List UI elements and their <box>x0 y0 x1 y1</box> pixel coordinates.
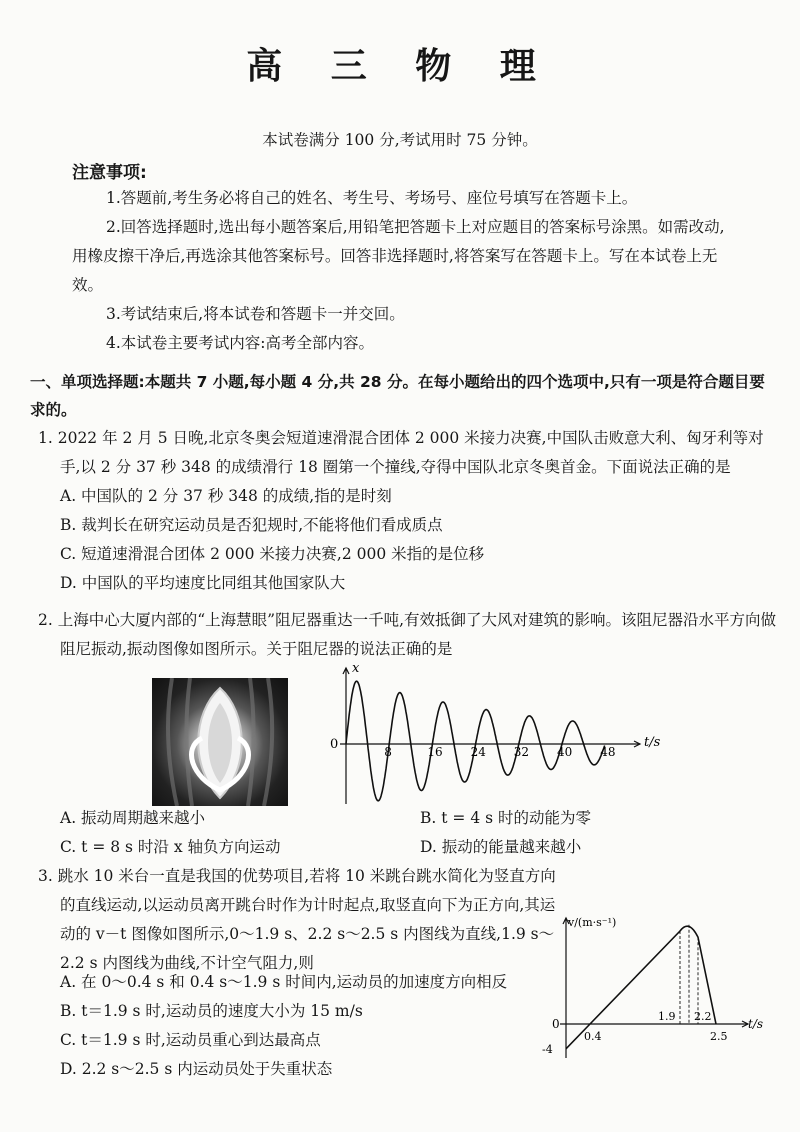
velocity-time-chart <box>540 912 772 1064</box>
damper-photo <box>152 678 288 806</box>
notice-item-4: 4.本试卷主要考试内容:高考全部内容。 <box>106 334 375 352</box>
question-1-option-d: D. 中国队的平均速度比同组其他国家队大 <box>60 574 346 592</box>
origin-label: 0 <box>330 737 339 752</box>
question-2-option-a: A. 振动周期越来越小 <box>60 809 206 827</box>
question-2-option-d: D. 振动的能量越来越小 <box>420 838 582 856</box>
x-tick-label: 0.4 <box>584 1030 602 1043</box>
question-2-option-b: B. t = 4 s 时的动能为零 <box>420 809 591 827</box>
exam-info: 本试卷满分 100 分,考试用时 75 分钟。 <box>262 131 538 149</box>
x-tick-label: 1.9 <box>658 1010 676 1023</box>
question-1-option-a: A. 中国队的 2 分 37 秒 348 的成绩,指的是时刻 <box>60 487 392 505</box>
question-3-option-a: A. 在 0～0.4 s 和 0.4 s～1.9 s 时间内,运动员的加速度方向相反 <box>60 973 508 991</box>
x-tick-label: 8 <box>384 745 392 759</box>
notice-item-3: 3.考试结束后,将本试卷和答题卡一并交回。 <box>106 305 405 323</box>
question-2-option-c: C. t = 8 s 时沿 x 轴负方向运动 <box>60 838 281 856</box>
notice-item-2: 2.回答选择题时,选出每小题答案后,用铅笔把答题卡上对应题目的答案标号涂黑。如需改动,用橡皮擦干净后,再选涂其他答案标号。回答非选择题时,将答案写在答题卡上。写在本试卷上无效。 <box>72 218 725 294</box>
y-tick-label: -4 <box>542 1042 553 1056</box>
question-2-stem: 2. 上海中心大厦内部的“上海慧眼”阻尼器重达一千吨,有效抵御了大风对建筑的影响。该阻尼器沿水平方向做阻尼振动,振动图像如图所示。关于阻尼器的说法正确的是 <box>38 611 776 658</box>
question-1-option-b: B. 裁判长在研究运动员是否犯规时,不能将他们看成质点 <box>60 516 443 534</box>
section-heading: 一、单项选择题:本题共 7 小题,每小题 4 分,共 28 分。在每小题给出的四个选项中,只有一项是符合题目要求的。 <box>30 373 765 419</box>
question-1-stem: 1. 2022 年 2 月 5 日晚,北京冬奥会短道速滑混合团体 2 000 米接力决赛,中国队击败意大利、匈牙利等对手,以 2 分 37 秒 348 的成绩滑行 18 圈第一个撞线,夺得中国队北京冬奥首金。下面说法正确的是 <box>38 429 764 476</box>
vibration-chart <box>318 658 670 808</box>
question-3-stem: 3. 跳水 10 米台一直是我国的优势项目,若将 10 米跳台跳水简化为竖直方向的直线运动,以运动员离开跳台时作为计时起点,取竖直向下为正方向,其运动的 v－t 图像如图所示,0～1.9 s、2.2 s～2.5 s 内图线为直线,1.9 s～2.2 s 内图线为曲线,不计空气阻力,则 <box>38 867 556 972</box>
y-axis-label: v/(m·s⁻¹) <box>568 916 617 929</box>
origin-label: 0 <box>552 1017 560 1031</box>
question-2-options <box>38 804 778 862</box>
question-3-option-b: B. t＝1.9 s 时,运动员的速度大小为 15 m/s <box>60 1002 363 1020</box>
question-3-options <box>38 968 558 1084</box>
question-1-option-c: C. 短道速滑混合团体 2 000 米接力决赛,2 000 米指的是位移 <box>60 545 485 563</box>
x-tick-label: 40 <box>557 745 573 759</box>
y-axis-label: x <box>352 661 360 676</box>
x-axis-label: t/s <box>748 1017 764 1031</box>
x-tick-label: 2.5 <box>710 1030 728 1043</box>
series-line <box>346 681 605 801</box>
question-1 <box>38 424 778 598</box>
paper-title: 高 三 物 理 <box>246 46 554 87</box>
x-tick-label: 16 <box>427 745 443 759</box>
question-2 <box>38 606 778 664</box>
notice-heading: 注意事项: <box>72 163 147 183</box>
x-tick-label: 48 <box>600 745 616 759</box>
question-3-option-c: C. t＝1.9 s 时,运动员重心到达最高点 <box>60 1031 321 1049</box>
x-tick-label: 32 <box>513 745 530 759</box>
question-3-option-d: D. 2.2 s～2.5 s 内运动员处于失重状态 <box>60 1060 333 1078</box>
notice-item-1: 1.答题前,考生务必将自己的姓名、考生号、考场号、座位号填写在答题卡上。 <box>106 189 638 207</box>
tick-labels <box>542 1010 728 1056</box>
x-tick-label: 2.2 <box>694 1010 712 1023</box>
x-tick-label: 24 <box>470 745 486 759</box>
x-axis-label: t/s <box>644 735 661 750</box>
